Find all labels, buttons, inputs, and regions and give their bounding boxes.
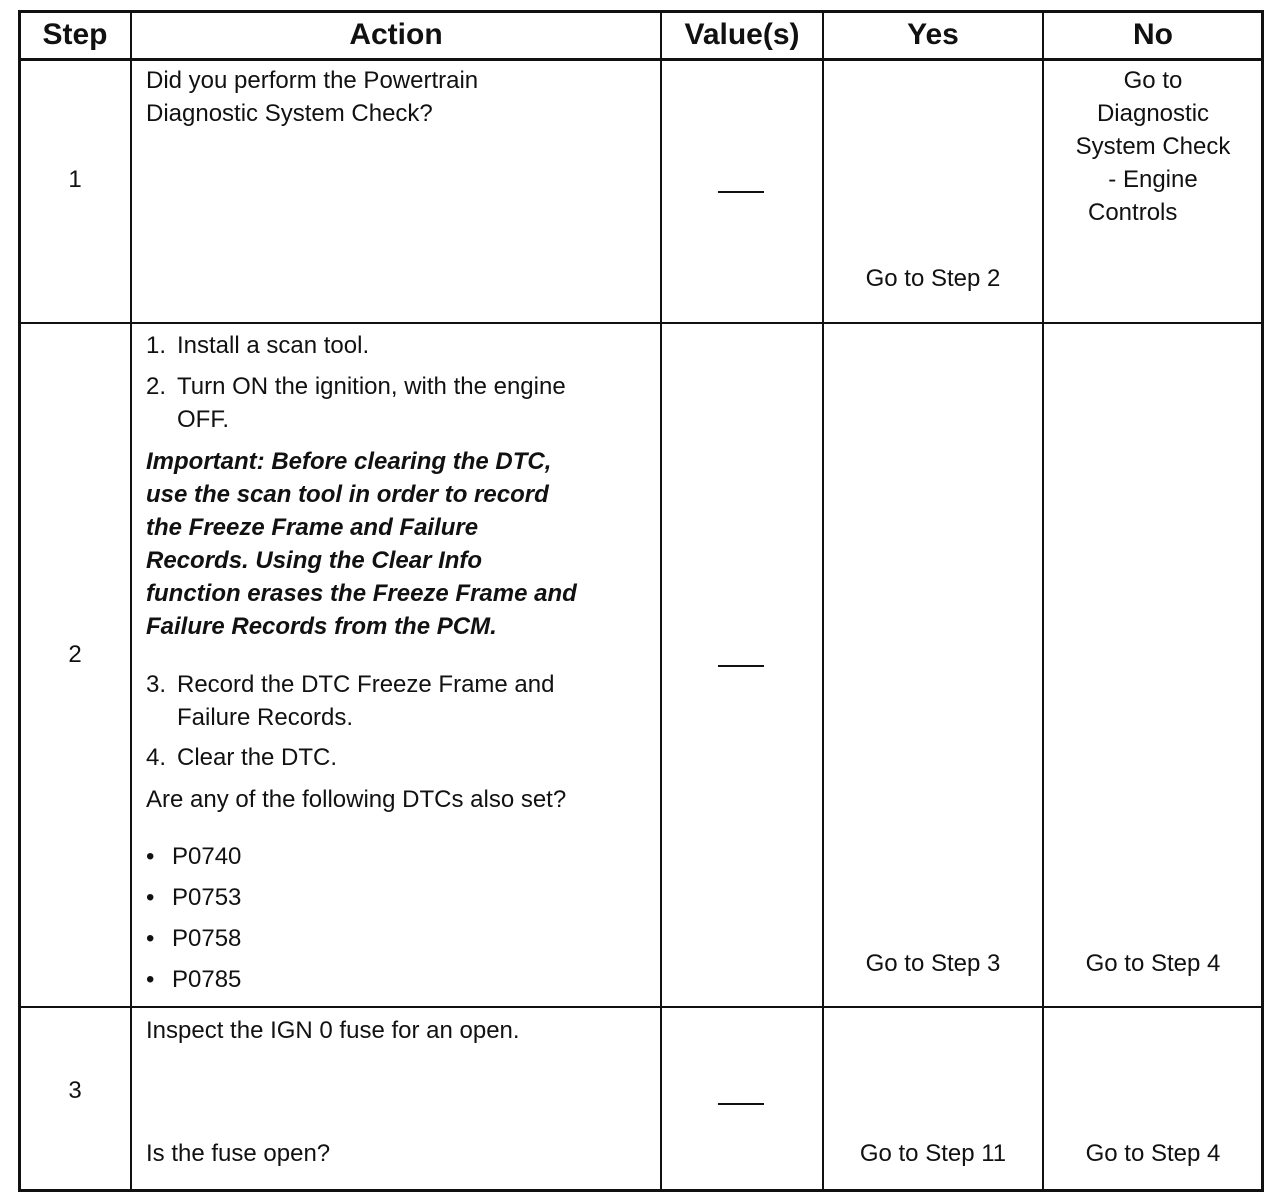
yes-result: Go to Step 2 bbox=[865, 265, 1001, 292]
step-number: 2 bbox=[68, 641, 82, 668]
step-number: 3 bbox=[68, 1077, 82, 1104]
action-text: Inspect the IGN 0 fuse for an open. bbox=[146, 1017, 520, 1044]
value-dash bbox=[718, 191, 764, 193]
no-result: Go to bbox=[1123, 67, 1183, 94]
header-action: Action bbox=[349, 18, 443, 51]
list-item: Record the DTC Freeze Frame and bbox=[177, 671, 555, 698]
no-result: Go to Step 4 bbox=[1085, 950, 1221, 977]
no-result: - Engine bbox=[1108, 166, 1198, 193]
column-divider bbox=[660, 10, 662, 1192]
dtc-code: P0740 bbox=[172, 843, 242, 870]
column-divider bbox=[130, 10, 132, 1192]
yes-result: Go to Step 3 bbox=[865, 950, 1001, 977]
row-divider bbox=[18, 322, 1264, 324]
dtc-code: P0758 bbox=[172, 925, 242, 952]
action-text: Is the fuse open? bbox=[146, 1140, 331, 1167]
header-step: Step bbox=[42, 18, 108, 51]
header-no: No bbox=[1133, 18, 1173, 51]
header-values: Value(s) bbox=[684, 18, 800, 51]
action-text: Did you perform the Powertrain bbox=[146, 67, 479, 94]
no-result: Diagnostic bbox=[1096, 100, 1210, 127]
important-note: use the scan tool in order to record bbox=[146, 481, 549, 508]
bullet: • bbox=[146, 884, 155, 911]
yes-result: Go to Step 11 bbox=[859, 1140, 1007, 1167]
list-item-continuation: OFF. bbox=[177, 406, 229, 433]
no-result: System Check bbox=[1075, 133, 1231, 160]
list-item: Install a scan tool. bbox=[177, 332, 370, 359]
question-text: Are any of the following DTCs also set? bbox=[146, 786, 567, 813]
no-result: Controls bbox=[1088, 199, 1178, 226]
value-dash bbox=[718, 1103, 764, 1105]
list-number: 1. bbox=[146, 332, 167, 359]
important-note: function erases the Freeze Frame and bbox=[146, 580, 577, 607]
list-number: 3. bbox=[146, 671, 167, 698]
value-dash bbox=[718, 665, 764, 667]
important-note: Failure Records from the PCM. bbox=[146, 613, 497, 640]
header-yes: Yes bbox=[907, 18, 959, 51]
row-divider bbox=[18, 1006, 1264, 1008]
list-item-continuation: Failure Records. bbox=[177, 704, 354, 731]
important-note: Important: Before clearing the DTC, bbox=[146, 448, 552, 475]
step-number: 1 bbox=[68, 166, 82, 193]
bullet: • bbox=[146, 843, 155, 870]
no-result: Go to Step 4 bbox=[1085, 1140, 1221, 1167]
list-number: 4. bbox=[146, 744, 167, 771]
dtc-code: P0785 bbox=[172, 966, 242, 993]
list-item: Turn ON the ignition, with the engine bbox=[177, 373, 566, 400]
row-divider bbox=[18, 58, 1264, 61]
dtc-code: P0753 bbox=[172, 884, 242, 911]
bullet: • bbox=[146, 966, 155, 993]
important-note: the Freeze Frame and Failure bbox=[146, 514, 479, 541]
action-text: Diagnostic System Check? bbox=[146, 100, 433, 127]
column-divider bbox=[822, 10, 824, 1192]
bullet: • bbox=[146, 925, 155, 952]
list-item: Clear the DTC. bbox=[177, 744, 338, 771]
list-number: 2. bbox=[146, 373, 167, 400]
important-note: Records. Using the Clear Info bbox=[146, 547, 483, 574]
